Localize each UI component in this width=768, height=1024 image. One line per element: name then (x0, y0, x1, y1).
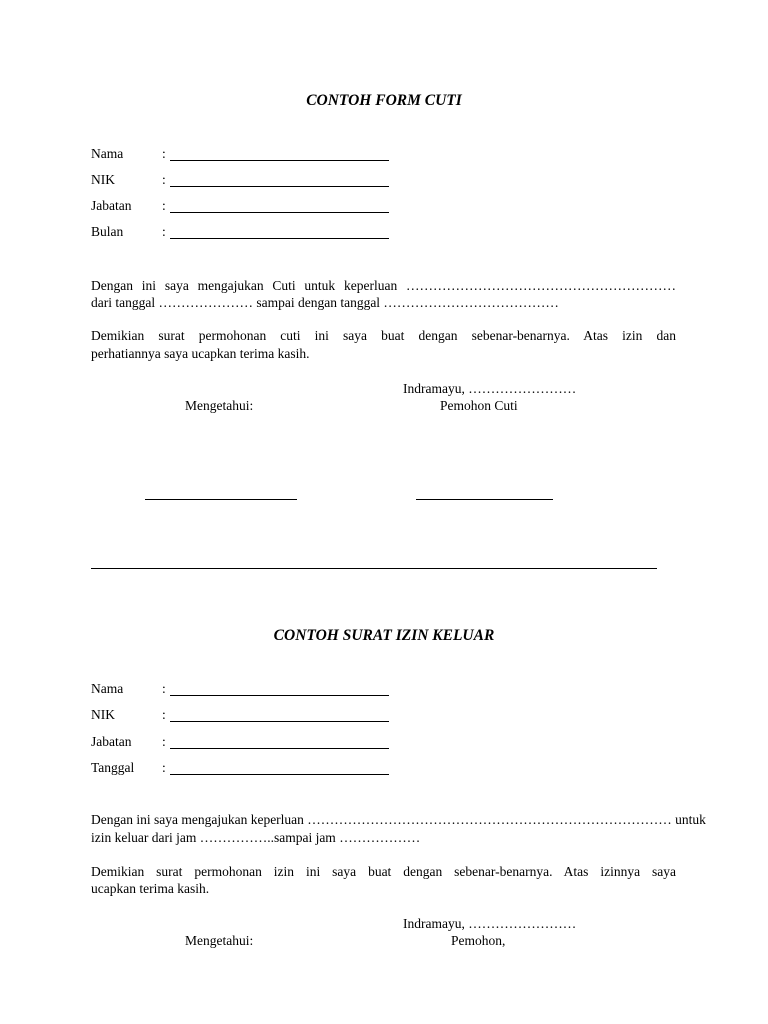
field-blank-line[interactable] (170, 721, 389, 722)
surat-izin-place-date: Indramayu, …………………… (403, 916, 577, 931)
field-colon: : (162, 172, 166, 187)
field-blank-line[interactable] (170, 186, 389, 187)
surat-izin-paragraph-1-line-2: izin keluar dari jam ……………..sampai jam ……………… (91, 830, 421, 845)
surat-izin-paragraph-2-line-2: ucapkan terima kasih. (91, 881, 210, 896)
surat-izin-paragraph-1-line-1: Dengan ini saya mengajukan keperluan ……………………………………………………………………… untuk (91, 812, 706, 827)
field-colon: : (162, 198, 166, 213)
field-colon: : (162, 146, 166, 161)
field-blank-line[interactable] (170, 748, 389, 749)
field-colon: : (162, 224, 166, 239)
form-cuti-paragraph-1-line-2: dari tanggal ………………… sampai dengan tanggal ………………………………… (91, 295, 559, 310)
field-label: Nama (91, 681, 124, 696)
field-colon: : (162, 734, 166, 749)
section-separator-line (91, 568, 657, 569)
form-cuti-mengetahui-label: Mengetahui: (185, 398, 254, 413)
field-label: Jabatan (91, 198, 132, 213)
field-blank-line[interactable] (170, 238, 389, 239)
field-colon: : (162, 681, 166, 696)
field-colon: : (162, 760, 166, 775)
form-cuti-signature-line-pemohon (416, 499, 553, 500)
surat-izin-paragraph-2-line-1: Demikian surat permohonan izin ini saya buat dengan sebenar-benarnya. Atas izinnya saya (91, 864, 676, 879)
field-colon: : (162, 707, 166, 722)
form-cuti-paragraph-1-line-1: Dengan ini saya mengajukan Cuti untuk keperluan …………………………………………………… (91, 278, 676, 293)
field-label: Nama (91, 146, 124, 161)
field-blank-line[interactable] (170, 774, 389, 775)
form-cuti-title: CONTOH FORM CUTI (306, 92, 462, 109)
form-cuti-signature-line-mengetahui (145, 499, 297, 500)
field-blank-line[interactable] (170, 212, 389, 213)
field-label: Bulan (91, 224, 124, 239)
surat-izin-pemohon-label: Pemohon, (451, 933, 506, 948)
field-label: Tanggal (91, 760, 135, 775)
form-cuti-paragraph-2-line-2: perhatiannya saya ucapkan terima kasih. (91, 346, 310, 361)
surat-izin-title: CONTOH SURAT IZIN KELUAR (273, 627, 495, 644)
field-label: NIK (91, 172, 115, 187)
form-cuti-paragraph-2-line-1: Demikian surat permohonan cuti ini saya buat dengan sebenar-benarnya. Atas izin dan (91, 328, 676, 343)
field-label: Jabatan (91, 734, 132, 749)
field-label: NIK (91, 707, 115, 722)
surat-izin-mengetahui-label: Mengetahui: (185, 933, 254, 948)
form-cuti-pemohon-label: Pemohon Cuti (440, 398, 518, 413)
form-cuti-place-date: Indramayu, …………………… (403, 381, 577, 396)
field-blank-line[interactable] (170, 695, 389, 696)
field-blank-line[interactable] (170, 160, 389, 161)
